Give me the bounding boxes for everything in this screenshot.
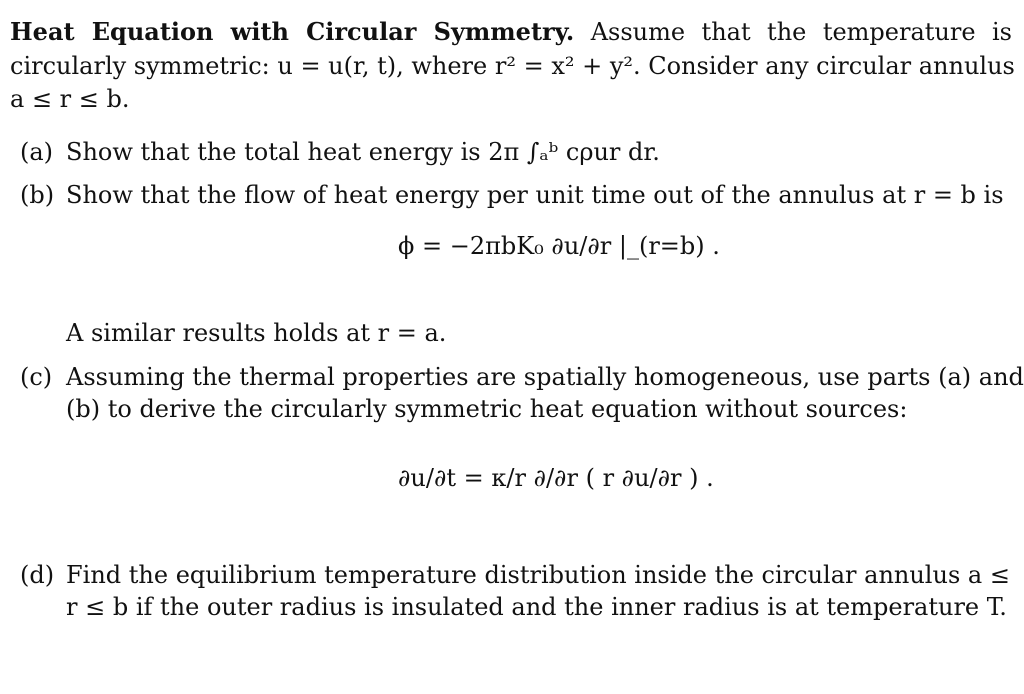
part-a-text: Show that the total heat energy is 2π ∫ₐᵇ cρur dr. bbox=[66, 138, 660, 166]
part-a-label: (a) bbox=[20, 138, 54, 166]
part-c-label: (c) bbox=[20, 363, 53, 391]
intro-line-3 bbox=[10, 84, 130, 114]
intro-line-1 bbox=[10, 17, 1012, 47]
intro-line-1-rest: Assume that the temperature is bbox=[590, 18, 1013, 46]
part-d-text-2: r ≤ b if the outer radius is insulated and the inner radius is at temperature T. bbox=[66, 593, 1007, 621]
part-c-text-1: Assuming the thermal properties are spatially homogeneous, use parts (a) and bbox=[66, 363, 1024, 391]
part-c-text-2: (b) to derive the circularly symmetric heat equation without sources: bbox=[66, 395, 908, 423]
problem-title: Heat Equation with Circular Symmetry. bbox=[10, 17, 575, 46]
equation-b bbox=[398, 232, 720, 260]
intro-line-3-text: a ≤ r ≤ b. bbox=[10, 85, 130, 113]
intro-line-2-text: circularly symmetric: u = u(r, t), where r² = x² + y². Consider any circular annulus bbox=[10, 52, 1015, 80]
intro-line-2 bbox=[10, 51, 1015, 81]
part-b-note: A similar results holds at r = a. bbox=[66, 319, 447, 347]
part-b-label: (b) bbox=[20, 181, 55, 209]
equation-c bbox=[398, 464, 714, 492]
part-d-text-1: Find the equilibrium temperature distribution inside the circular annulus a ≤ bbox=[66, 561, 1010, 589]
part-d-label: (d) bbox=[20, 561, 55, 589]
equation-b-text: ϕ = −2πbK₀ ∂u/∂r |_(r=b) . bbox=[398, 232, 720, 260]
part-b-text: Show that the flow of heat energy per unit time out of the annulus at r = b is bbox=[66, 181, 1004, 209]
equation-c-text: ∂u/∂t = κ/r ∂/∂r ( r ∂u/∂r ) . bbox=[398, 464, 714, 492]
